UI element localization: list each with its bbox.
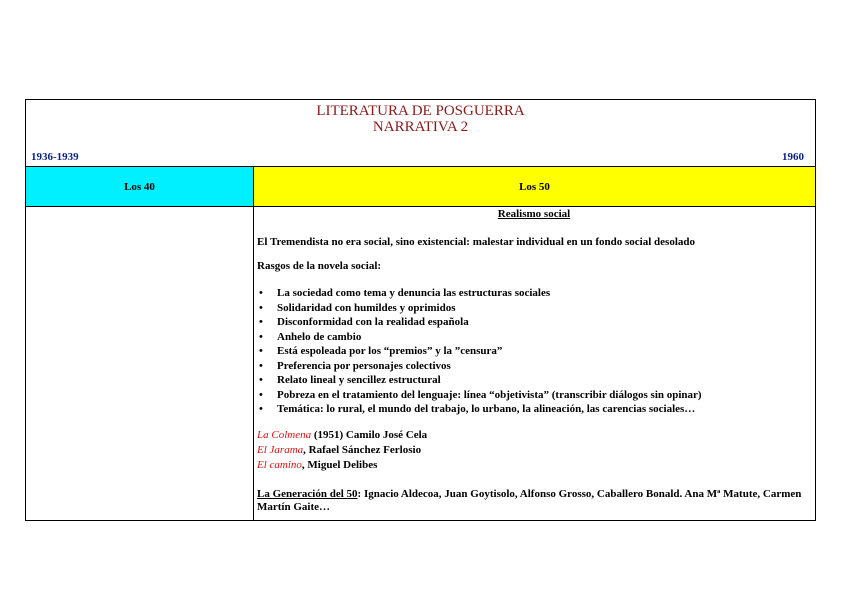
rasgo-item [257, 330, 811, 345]
novel-title: El camino [257, 458, 302, 471]
date-end: 1960 [782, 151, 804, 163]
rasgo-text: Relato lineal y sencillez estructural [277, 374, 441, 386]
rasgo-item [257, 301, 811, 316]
bullet-icon: • [259, 301, 263, 314]
rasgo-item [257, 286, 811, 301]
rasgo-item [257, 402, 811, 417]
rasgo-item [257, 315, 811, 330]
novel-item [257, 458, 811, 473]
column-los-50-body [257, 207, 811, 520]
rasgo-text: Disconformidad con la realidad española [277, 316, 469, 328]
bullet-icon: • [259, 287, 263, 299]
page-title: LITERATURA DE POSGUERRA [316, 103, 525, 119]
novel-title: La Colmena [257, 428, 312, 441]
column-header-los-40-label: Los 40 [124, 180, 155, 193]
novel-title: El Jarama [257, 443, 304, 456]
rasgo-text: Solidaridad con humildes y oprimidos [277, 301, 456, 314]
rasgo-text: La sociedad como tema y denuncia las estructuras sociales [277, 287, 551, 299]
bullet-icon: • [259, 403, 263, 415]
rasgo-item [257, 359, 811, 374]
tremendista-paragraph: El Tremendista no era social, sino existencial: malestar individual en un fondo social desolado [257, 236, 696, 248]
novel-author: (1951) Camilo José Cela [311, 428, 428, 441]
document-table [25, 99, 816, 521]
bullet-icon: • [259, 330, 263, 343]
generacion-paragraph [257, 488, 811, 514]
section-title: Realismo social [497, 208, 571, 220]
bullet-icon: • [259, 388, 263, 401]
rasgo-text: Preferencia por personajes colectivos [277, 359, 451, 372]
novel-item [257, 428, 811, 443]
column-header-los-50 [254, 166, 815, 207]
rasgo-item [257, 344, 811, 359]
rasgo-text: Anhelo de cambio [277, 330, 362, 343]
bullet-icon: • [259, 359, 263, 372]
rasgo-text: Pobreza en el tratamiento del lenguaje: línea “objetivista” (transcribir diálogos sin opinar) [277, 388, 702, 401]
novels-list [257, 428, 811, 473]
bullet-icon: • [259, 345, 263, 357]
column-header-los-50-label: Los 50 [519, 180, 550, 193]
generacion-label: La Generación del 50 [257, 487, 358, 500]
column-los-40-body [26, 207, 254, 520]
rasgo-text: Temática: lo rural, el mundo del trabajo, lo urbano, la alineación, las carencias sociales… [277, 403, 696, 415]
bullet-icon: • [259, 316, 263, 328]
rasgos-heading: Rasgos de la novela social: [257, 260, 382, 272]
date-start: 1936-1939 [31, 151, 79, 163]
page-subtitle: NARRATIVA 2 [372, 119, 469, 135]
rasgo-item [257, 373, 811, 388]
rasgos-list [257, 286, 811, 417]
novel-item [257, 443, 811, 458]
generacion-authors: : Ignacio Aldecoa, Juan Goytisolo, Alfonso Grosso, Caballero Bonald. Ana Mª Matute, Carmen Martín Gaite… [257, 487, 802, 513]
rasgo-item [257, 388, 811, 403]
rasgo-text: Está espoleada por los “premios” y la ”censura” [277, 345, 503, 357]
bullet-icon: • [259, 374, 263, 386]
novel-author: , Rafael Sánchez Ferlosio [303, 443, 422, 456]
column-header-los-40 [26, 166, 254, 207]
novel-author: , Miguel Delibes [301, 458, 378, 471]
